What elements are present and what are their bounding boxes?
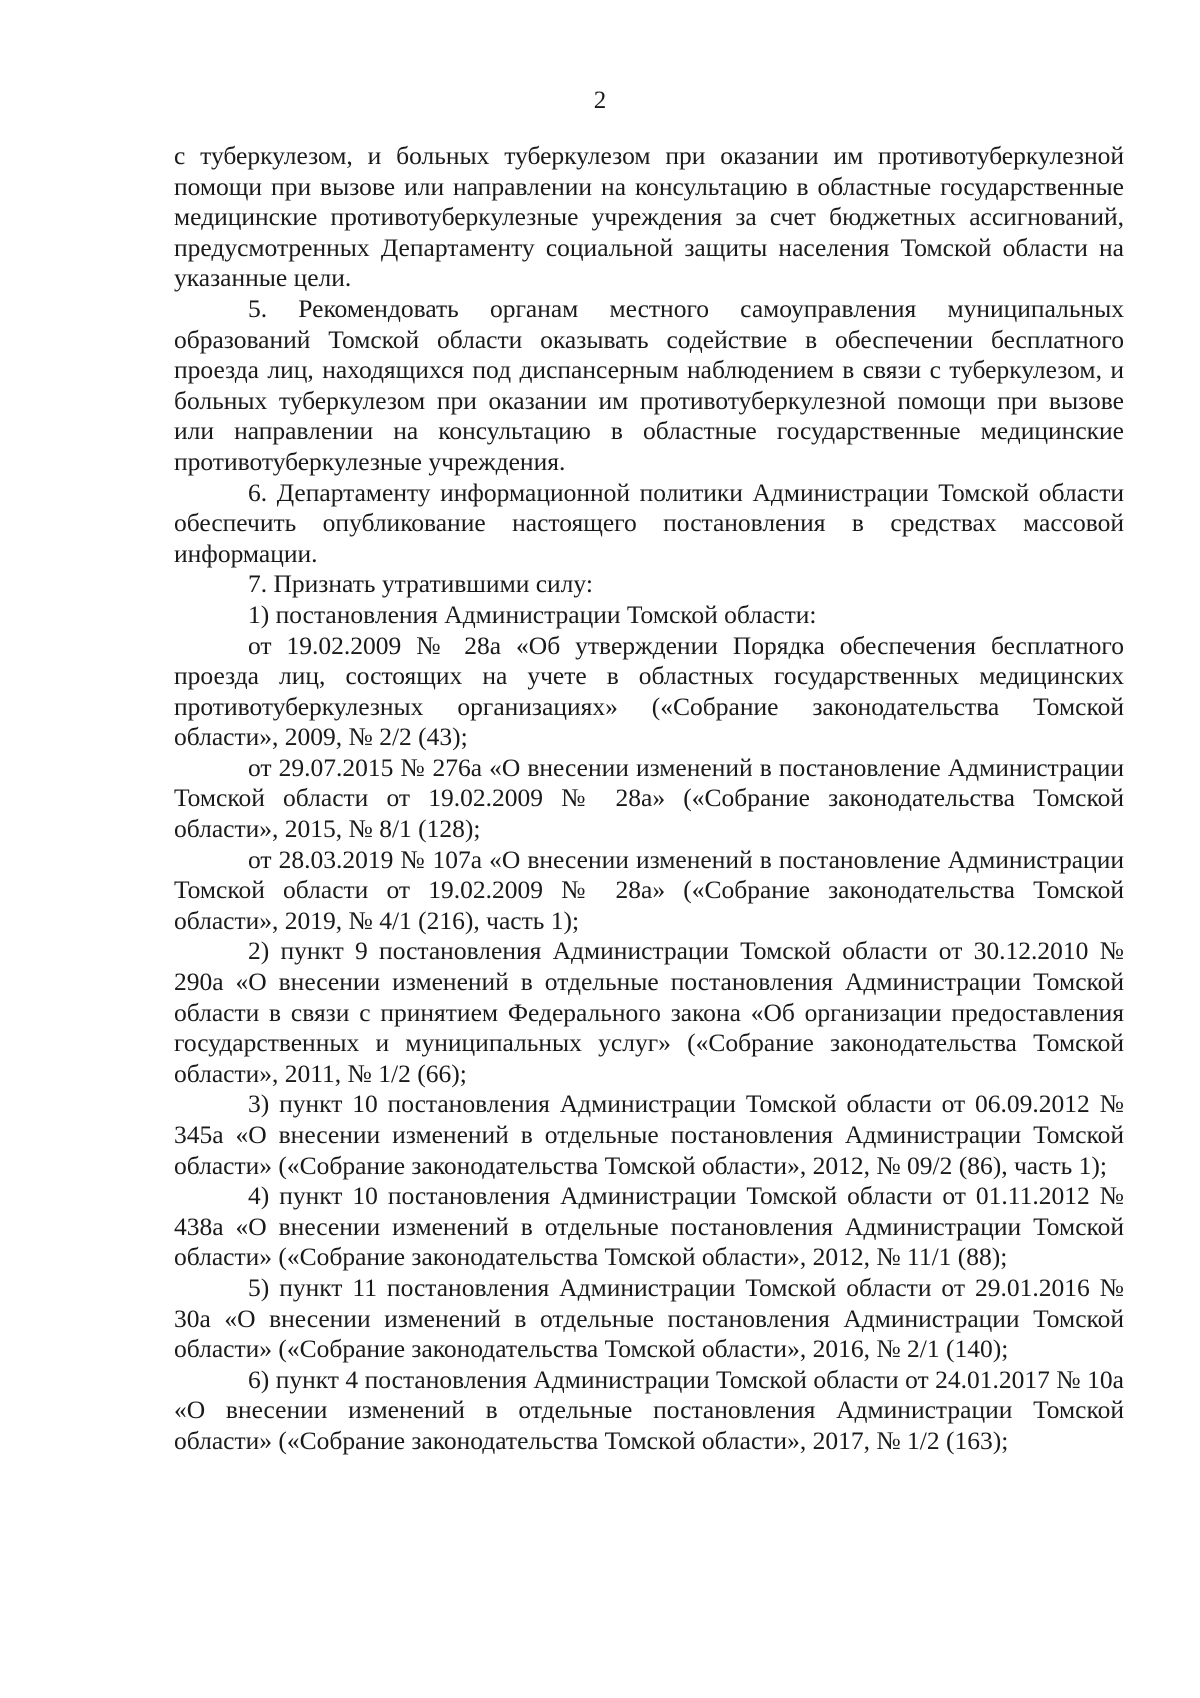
paragraph-decree-107a: от 28.03.2019 № 107а «О внесении изменений в постановление Администрации Томской области от 19.02.2009 № 28а» («Собрание законодательства Томской области», 2019, № 4/1 (216), часть 1); bbox=[174, 844, 1124, 935]
paragraph-subitem-1: 1) постановления Администрации Томской области: bbox=[248, 599, 817, 629]
paragraph-item-7: 7. Признать утратившими силу: bbox=[248, 569, 593, 599]
paragraph-subitem-2: 2) пункт 9 постановления Администрации Томской области от 30.12.2010 № 290а «О внесении изменений в отдельные постановления Администрации Томской области в связи с принятием Федерального закона «Об организации предоставления государственных и муниципальных услуг» («Собрание законодательства Томской области», 2011, № 1/2 (66); bbox=[174, 936, 1124, 1088]
document-body bbox=[174, 141, 1124, 1457]
paragraph-decree-28a: от 19.02.2009 № 28а «Об утверждении Порядка обеспечения бесплатного проезда лиц, состоящих на учете в областных государственных медицинских противотуберкулезных организациях» («Собрание законодательства Томской области», 2009, № 2/2 (43); bbox=[174, 630, 1124, 752]
paragraph-item-6: 6. Департаменту информационной политики Администрации Томской области обеспечить опубликование настоящего постановления в средствах массовой информации. bbox=[174, 477, 1124, 568]
paragraph-subitem-5: 5) пункт 11 постановления Администрации Томской области от 29.01.2016 № 30а «О внесении изменений в отдельные постановления Администрации Томской области» («Собрание законодательства Томской области», 2016, № 2/1 (140); bbox=[174, 1272, 1124, 1364]
paragraph-subitem-3: 3) пункт 10 постановления Администрации Томской области от 06.09.2012 № 345а «О внесении изменений в отдельные постановления Администрации Томской области» («Собрание законодательства Томской области», 2012, № 09/2 (86), часть 1); bbox=[174, 1089, 1124, 1180]
paragraph-subitem-6: 6) пункт 4 постановления Администрации Томской области от 24.01.2017 № 10а «О внесении изменений в отдельные постановления Администрации Томской области» («Собрание законодательства Томской области», 2017, № 1/2 (163); bbox=[174, 1364, 1124, 1455]
page-number: 2 bbox=[593, 87, 607, 114]
paragraph-continuation: с туберкулезом, и больных туберкулезом при оказании им противотуберкулезной помощи при вызове или направлении на консультацию в областные государственные медицинские противотуберкулезные учреждения за счет бюджетных ассигнований, предусмотренных Департаменту социальной защиты населения Томской области на указанные цели. bbox=[174, 141, 1124, 293]
paragraph-decree-276a: от 29.07.2015 № 276а «О внесении изменений в постановление Администрации Томской области от 19.02.2009 № 28а» («Собрание законодательства Томской области», 2015, № 8/1 (128); bbox=[174, 752, 1124, 844]
paragraph-item-5: 5. Рекомендовать органам местного самоуправления муниципальных образований Томской области оказывать содействие в обеспечении бесплатного проезда лиц, находящихся под диспансерным наблюдением в связи с туберкулезом, и больных туберкулезом при оказании им противотуберкулезной помощи при вызове или направлении на консультацию в областные государственные медицинские противотуберкулезные учреждения. bbox=[174, 293, 1124, 476]
paragraph-subitem-4: 4) пункт 10 постановления Администрации Томской области от 01.11.2012 № 438а «О внесении изменений в отдельные постановления Администрации Томской области» («Собрание законодательства Томской области», 2012, № 11/1 (88); bbox=[174, 1181, 1124, 1272]
